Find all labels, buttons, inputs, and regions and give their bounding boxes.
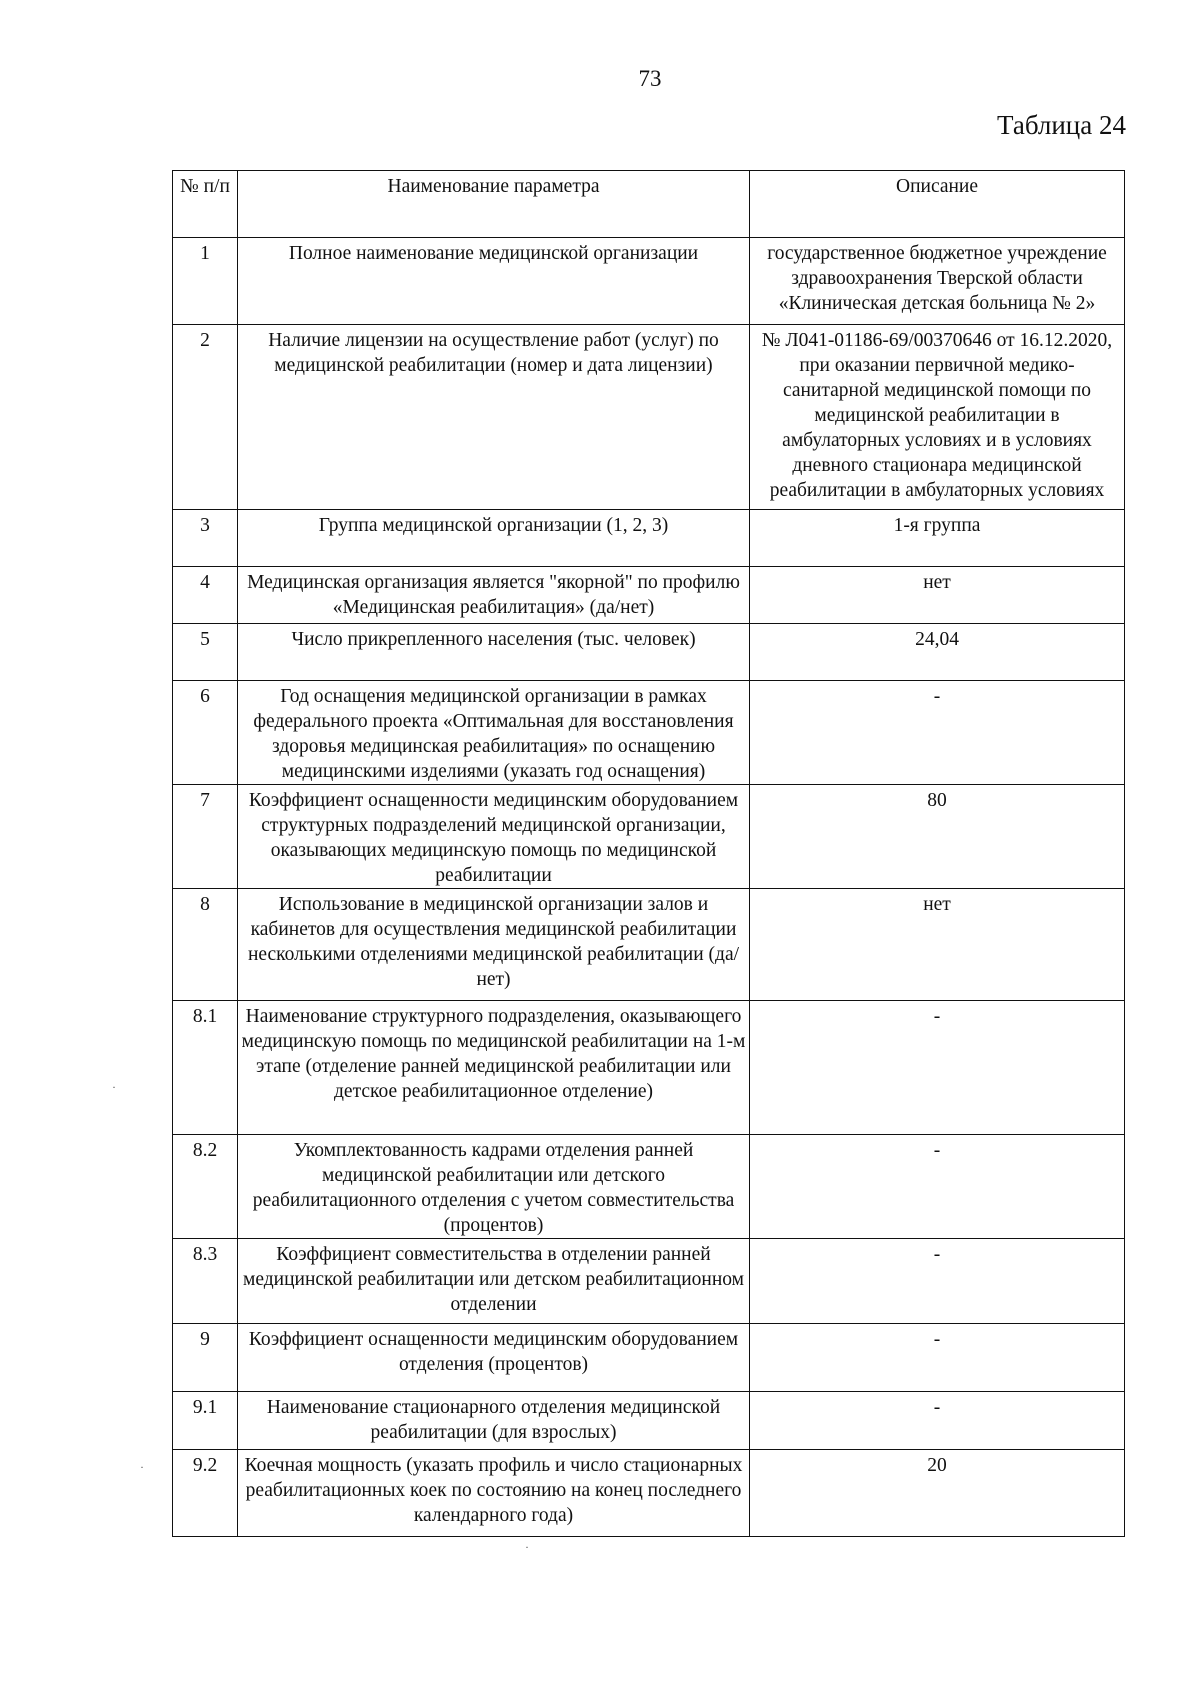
row-description: -: [750, 681, 1125, 785]
row-name: Укомплектованность кадрами отделения ранней медицинской реабилитации или детского реабилитационного отделения с учетом совместительства (процентов): [238, 1135, 750, 1239]
header-name: Наименование параметра: [238, 171, 750, 238]
row-name: Наименование структурного подразделения, оказывающего медицинскую помощь по медицинской реабилитации на 1-м этапе (отделение ранней медицинской реабилитации или детское реабилитационное отделение): [238, 1001, 750, 1135]
row-num: 5: [173, 624, 238, 681]
table-title: Таблица 24: [997, 110, 1126, 140]
scan-speck: ·: [525, 1540, 529, 1554]
table-row: [173, 624, 1125, 681]
row-num: 2: [173, 325, 238, 510]
row-num: 8.3: [173, 1239, 238, 1324]
row-name: Коэффициент оснащенности медицинским оборудованием отделения (процентов): [238, 1324, 750, 1392]
row-num: 1: [173, 238, 238, 325]
table-row: [173, 785, 1125, 889]
table-row: [173, 1324, 1125, 1392]
table-row: [173, 325, 1125, 510]
table-row: [173, 1001, 1125, 1135]
row-num: 7: [173, 785, 238, 889]
row-description: -: [750, 1392, 1125, 1450]
row-description: -: [750, 1239, 1125, 1324]
table-row: [173, 238, 1125, 325]
row-description: -: [750, 1001, 1125, 1135]
row-num: 8: [173, 889, 238, 1001]
table-row: [173, 1135, 1125, 1239]
row-name: Полное наименование медицинской организации: [238, 238, 750, 325]
row-num: 4: [173, 567, 238, 624]
table-row: [173, 1239, 1125, 1324]
row-description: -: [750, 1135, 1125, 1239]
row-num: 9: [173, 1324, 238, 1392]
row-description: 20: [750, 1450, 1125, 1537]
row-name: Год оснащения медицинской организации в рамках федерального проекта «Оптимальная для восстановления здоровья медицинская реабилитация» по оснащению медицинскими изделиями (указать год оснащения): [238, 681, 750, 785]
table-row: [173, 1450, 1125, 1537]
row-num: 8.1: [173, 1001, 238, 1135]
table-row: [173, 1392, 1125, 1450]
table-header-row: [173, 171, 1125, 238]
table-row: [173, 510, 1125, 567]
table-row: [173, 567, 1125, 624]
row-num: 6: [173, 681, 238, 785]
parameters-table: [172, 170, 1125, 1537]
row-num: 9.1: [173, 1392, 238, 1450]
row-name: Коэффициент совместительства в отделении ранней медицинской реабилитации или детском реабилитационном отделении: [238, 1239, 750, 1324]
table-row: [173, 681, 1125, 785]
row-name: Число прикрепленного населения (тыс. человек): [238, 624, 750, 681]
row-num: 8.2: [173, 1135, 238, 1239]
row-description: нет: [750, 889, 1125, 1001]
row-num: 3: [173, 510, 238, 567]
row-description: государственное бюджетное учреждение здравоохранения Тверской области «Клиническая детская больница № 2»: [750, 238, 1125, 325]
row-num: 9.2: [173, 1450, 238, 1537]
row-name: Коечная мощность (указать профиль и число стационарных реабилитационных коек по состоянию на конец последнего календарного года): [238, 1450, 750, 1537]
row-name: Наименование стационарного отделения медицинской реабилитации (для взрослых): [238, 1392, 750, 1450]
header-num: № п/п: [173, 171, 238, 238]
row-name: Наличие лицензии на осуществление работ (услуг) по медицинской реабилитации (номер и дата лицензии): [238, 325, 750, 510]
scan-speck: ·: [140, 1460, 144, 1474]
row-name: Группа медицинской организации (1, 2, 3): [238, 510, 750, 567]
row-description: нет: [750, 567, 1125, 624]
table-row: [173, 889, 1125, 1001]
row-name: Коэффициент оснащенности медицинским оборудованием структурных подразделений медицинской организации, оказывающих медицинскую помощь по медицинской реабилитации: [238, 785, 750, 889]
row-description: -: [750, 1324, 1125, 1392]
row-name: Использование в медицинской организации залов и кабинетов для осуществления медицинской реабилитации несколькими отделениями медицинской реабилитации (да/нет): [238, 889, 750, 1001]
row-name: Медицинская организация является "якорной" по профилю «Медицинская реабилитация» (да/нет): [238, 567, 750, 624]
page-number: 73: [638, 66, 662, 91]
scan-speck: ·: [112, 1080, 116, 1094]
row-description: 24,04: [750, 624, 1125, 681]
row-description: № Л041-01186-69/00370646 от 16.12.2020, при оказании первичной медико-санитарной медицинской помощи по медицинской реабилитации в амбулаторных условиях и в условиях дневного стационара медицинской реабилитации в амбулаторных условиях: [750, 325, 1125, 510]
row-description: 1-я группа: [750, 510, 1125, 567]
row-description: 80: [750, 785, 1125, 889]
header-description: Описание: [750, 171, 1125, 238]
